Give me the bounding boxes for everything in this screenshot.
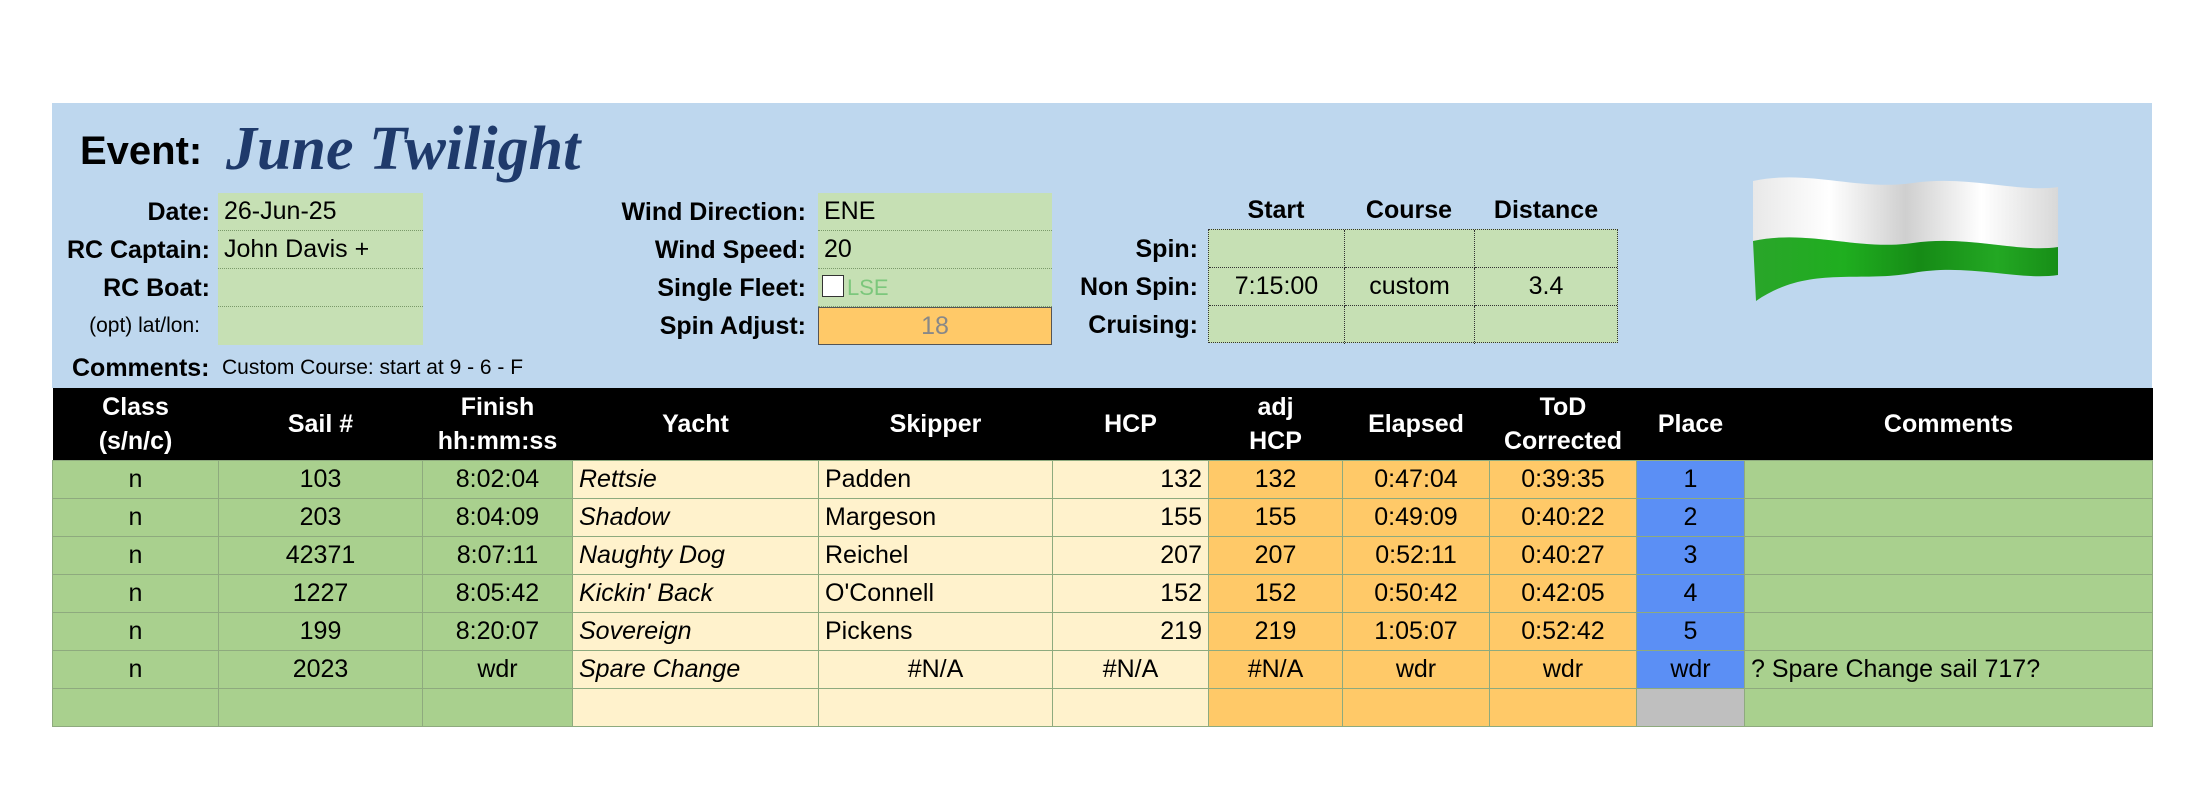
place-cell[interactable]: 5 <box>1637 613 1745 651</box>
finish-cell[interactable]: 8:07:11 <box>423 537 573 575</box>
comments-field[interactable]: Custom Course: start at 9 - 6 - F <box>222 356 524 379</box>
elapsed-cell[interactable]: 1:05:07 <box>1343 613 1490 651</box>
cruising-course-cell[interactable] <box>1345 306 1475 344</box>
rc-captain-field[interactable]: John Davis + <box>218 231 423 269</box>
hcp-cell[interactable]: 155 <box>1053 499 1209 537</box>
wind-direction-field[interactable]: ENE <box>818 193 1052 231</box>
comment-cell[interactable] <box>1745 575 2153 613</box>
cruising-distance-cell[interactable] <box>1475 306 1617 344</box>
finish-cell[interactable] <box>423 689 573 727</box>
skipper-cell[interactable]: Margeson <box>819 499 1053 537</box>
class-header: Class (s/n/c) <box>53 388 219 461</box>
hcp-cell[interactable]: 132 <box>1053 461 1209 499</box>
table-row <box>53 651 2153 689</box>
comment-cell[interactable] <box>1745 461 2153 499</box>
course-grid <box>1208 229 1618 343</box>
sail-number-cell[interactable] <box>219 689 423 727</box>
comment-cell[interactable] <box>1745 499 2153 537</box>
tod-corrected-cell[interactable]: 0:40:22 <box>1490 499 1637 537</box>
elapsed-cell[interactable]: 0:49:09 <box>1343 499 1490 537</box>
table-row <box>53 461 2153 499</box>
adj-hcp-cell[interactable]: 219 <box>1209 613 1343 651</box>
tod-corrected-cell[interactable]: 0:40:27 <box>1490 537 1637 575</box>
yacht-cell[interactable] <box>573 689 819 727</box>
adj-hcp-cell[interactable] <box>1209 689 1343 727</box>
place-cell[interactable]: 3 <box>1637 537 1745 575</box>
comment-cell[interactable] <box>1745 537 2153 575</box>
event-name[interactable]: June Twilight <box>226 115 581 183</box>
date-label: Date: <box>147 198 210 226</box>
sail-number-cell[interactable]: 1227 <box>219 575 423 613</box>
non-spin-distance-cell[interactable]: 3.4 <box>1475 268 1617 306</box>
course-header-course: Course <box>1365 196 1453 224</box>
spin-distance-cell[interactable] <box>1475 230 1617 268</box>
hcp-cell[interactable]: 207 <box>1053 537 1209 575</box>
skipper-cell[interactable] <box>819 689 1053 727</box>
place-header: Place <box>1637 388 1745 461</box>
table-row <box>53 613 2153 651</box>
spin-label: Spin: <box>1135 235 1198 263</box>
hcp-cell[interactable]: 152 <box>1053 575 1209 613</box>
adj-hcp-cell[interactable]: 155 <box>1209 499 1343 537</box>
cruising-label: Cruising: <box>1088 311 1198 339</box>
sail-number-header: Sail # <box>219 388 423 461</box>
finish-cell[interactable]: 8:20:07 <box>423 613 573 651</box>
spin-adjust-field[interactable]: 18 <box>818 307 1052 345</box>
spin-course-cell[interactable] <box>1345 230 1475 268</box>
finish-cell[interactable]: 8:05:42 <box>423 575 573 613</box>
date-field[interactable]: 26-Jun-25 <box>218 193 423 231</box>
finish-header: Finish hh:mm:ss <box>423 388 573 461</box>
sail-number-cell[interactable]: 199 <box>219 613 423 651</box>
tod-corrected-header: ToD Corrected <box>1490 388 1637 461</box>
elapsed-cell[interactable]: 0:47:04 <box>1343 461 1490 499</box>
checkbox-icon[interactable] <box>822 275 844 297</box>
yacht-cell[interactable]: Shadow <box>573 499 819 537</box>
comment-cell[interactable] <box>1745 613 2153 651</box>
event-header <box>52 103 2152 388</box>
hcp-header: HCP <box>1053 388 1209 461</box>
skipper-cell[interactable]: #N/A <box>819 651 1053 689</box>
yacht-cell[interactable]: Rettsie <box>573 461 819 499</box>
finish-cell[interactable]: wdr <box>423 651 573 689</box>
sail-number-cell[interactable]: 203 <box>219 499 423 537</box>
single-fleet-field[interactable] <box>818 269 1052 307</box>
single-fleet-value: LSE <box>846 275 889 300</box>
class-cell[interactable]: n <box>53 613 219 651</box>
place-cell[interactable]: 1 <box>1637 461 1745 499</box>
yacht-cell[interactable]: Sovereign <box>573 613 819 651</box>
lat-lon-field[interactable] <box>218 307 423 345</box>
table-row <box>53 575 2153 613</box>
tod-corrected-cell[interactable]: wdr <box>1490 651 1637 689</box>
cruising-start-cell[interactable] <box>1209 306 1345 344</box>
hcp-cell[interactable]: 219 <box>1053 613 1209 651</box>
single-fleet-label: Single Fleet: <box>657 274 806 302</box>
elapsed-cell[interactable]: wdr <box>1343 651 1490 689</box>
rc-boat-field[interactable] <box>218 269 423 307</box>
skipper-header: Skipper <box>819 388 1053 461</box>
place-cell[interactable]: 2 <box>1637 499 1745 537</box>
flag-icon <box>1748 169 2078 309</box>
tod-corrected-cell[interactable]: 0:42:05 <box>1490 575 1637 613</box>
comments-label: Comments: <box>72 354 210 382</box>
table-row <box>53 689 2153 727</box>
place-cell[interactable] <box>1637 689 1745 727</box>
place-cell[interactable]: 4 <box>1637 575 1745 613</box>
yacht-header: Yacht <box>573 388 819 461</box>
adj-hcp-cell[interactable]: #N/A <box>1209 651 1343 689</box>
event-label: Event: <box>80 129 203 173</box>
elapsed-cell[interactable]: 0:50:42 <box>1343 575 1490 613</box>
elapsed-cell[interactable]: 0:52:11 <box>1343 537 1490 575</box>
yacht-cell[interactable]: Kickin' Back <box>573 575 819 613</box>
class-cell[interactable]: n <box>53 651 219 689</box>
yacht-cell[interactable]: Spare Change <box>573 651 819 689</box>
comment-cell[interactable]: ? Spare Change sail 717? <box>1745 651 2153 689</box>
tod-corrected-cell[interactable]: 0:39:35 <box>1490 461 1637 499</box>
skipper-cell[interactable]: O'Connell <box>819 575 1053 613</box>
adj-hcp-cell[interactable]: 132 <box>1209 461 1343 499</box>
table-header-row <box>53 388 2153 461</box>
hcp-cell[interactable]: #N/A <box>1053 651 1209 689</box>
sail-number-cell[interactable]: 42371 <box>219 537 423 575</box>
class-cell[interactable]: n <box>53 537 219 575</box>
yacht-cell[interactable]: Naughty Dog <box>573 537 819 575</box>
class-cell[interactable]: n <box>53 575 219 613</box>
class-cell[interactable]: n <box>53 499 219 537</box>
skipper-cell[interactable]: Pickens <box>819 613 1053 651</box>
results-table <box>52 388 2153 727</box>
course-header-start: Start <box>1247 196 1305 224</box>
course-header-distance: Distance <box>1493 196 1599 224</box>
place-cell[interactable]: wdr <box>1637 651 1745 689</box>
comments-header: Comments <box>1745 388 2153 461</box>
wind-speed-field[interactable]: 20 <box>818 231 1052 269</box>
lat-lon-label: (opt) lat/lon: <box>89 314 200 337</box>
rc-boat-label: RC Boat: <box>103 274 210 302</box>
rc-captain-label: RC Captain: <box>66 236 210 264</box>
non-spin-label: Non Spin: <box>1079 273 1198 301</box>
non-spin-course-cell[interactable]: custom <box>1345 268 1475 306</box>
hcp-cell[interactable] <box>1053 689 1209 727</box>
tod-corrected-cell[interactable] <box>1490 689 1637 727</box>
skipper-cell[interactable]: Reichel <box>819 537 1053 575</box>
adj-hcp-cell[interactable]: 152 <box>1209 575 1343 613</box>
non-spin-start-cell[interactable]: 7:15:00 <box>1209 268 1345 306</box>
finish-cell[interactable]: 8:02:04 <box>423 461 573 499</box>
adj-hcp-header: adj HCP <box>1209 388 1343 461</box>
wind-direction-label: Wind Direction: <box>621 198 806 226</box>
skipper-cell[interactable]: Padden <box>819 461 1053 499</box>
elapsed-header: Elapsed <box>1343 388 1490 461</box>
class-cell[interactable]: n <box>53 461 219 499</box>
tod-corrected-cell[interactable]: 0:52:42 <box>1490 613 1637 651</box>
elapsed-cell[interactable] <box>1343 689 1490 727</box>
sail-number-cell[interactable]: 2023 <box>219 651 423 689</box>
spin-start-cell[interactable] <box>1209 230 1345 268</box>
class-cell[interactable] <box>53 689 219 727</box>
table-row <box>53 537 2153 575</box>
table-row <box>53 499 2153 537</box>
adj-hcp-cell[interactable]: 207 <box>1209 537 1343 575</box>
comment-cell[interactable] <box>1745 689 2153 727</box>
wind-speed-label: Wind Speed: <box>654 236 806 264</box>
finish-cell[interactable]: 8:04:09 <box>423 499 573 537</box>
spin-adjust-label: Spin Adjust: <box>659 312 806 340</box>
sail-number-cell[interactable]: 103 <box>219 461 423 499</box>
